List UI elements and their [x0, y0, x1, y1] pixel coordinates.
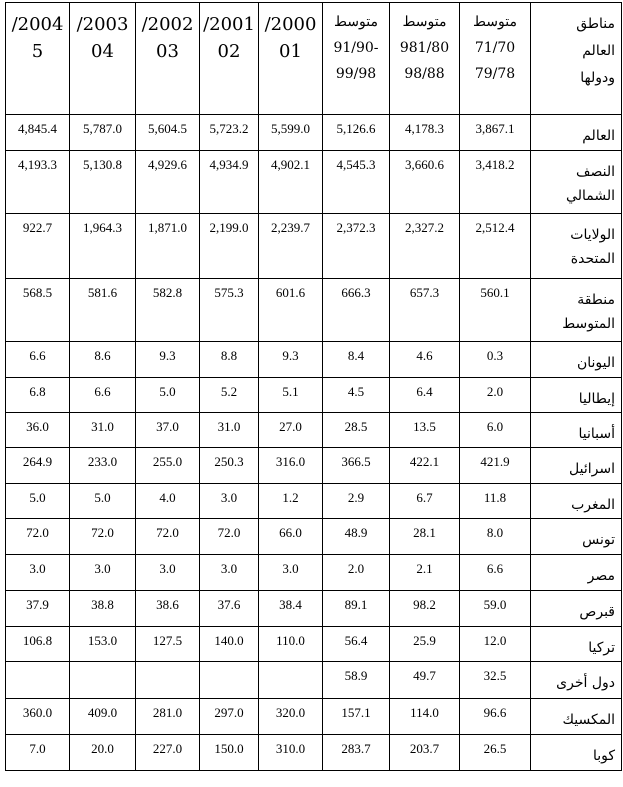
cell-y2003: 233.0	[70, 448, 136, 484]
cell-y2004: 568.5	[6, 279, 70, 342]
cell-avg-81-89: 13.5	[390, 413, 460, 448]
header-line: /2002	[141, 14, 194, 35]
statistics-table	[5, 2, 622, 771]
header-line: /2000	[264, 14, 317, 35]
cell-avg-91-99: 28.5	[323, 413, 390, 448]
header-line: 91/90-	[333, 40, 379, 56]
table-row	[6, 627, 622, 662]
table-row	[6, 519, 622, 555]
cell-avg-91-99: 5,126.6	[323, 115, 390, 151]
row-region-name: أسبانيا	[531, 413, 622, 448]
cell-avg-81-89: 203.7	[390, 735, 460, 771]
header-line: 98/88	[404, 66, 445, 82]
cell-y2000: 110.0	[259, 627, 323, 662]
table-row	[6, 151, 622, 214]
header-line: /2001	[203, 14, 255, 35]
cell-avg-71-79: 6.0	[460, 413, 531, 448]
cell-avg-91-99: 56.4	[323, 627, 390, 662]
row-region-name: النصف الشمالي	[531, 151, 622, 214]
cell-y2004: 4,193.3	[6, 151, 70, 214]
cell-y2004: 7.0	[6, 735, 70, 771]
header-line: 04	[91, 41, 114, 62]
cell-y2000: 3.0	[259, 555, 323, 591]
header-line: متوسط	[334, 14, 378, 30]
row-region-name: إيطاليا	[531, 378, 622, 413]
cell-avg-91-99: 4,545.3	[323, 151, 390, 214]
cell-y2004: 36.0	[6, 413, 70, 448]
table-row	[6, 448, 622, 484]
header-line: 71/70	[474, 40, 516, 56]
cell-y2001: 140.0	[200, 627, 259, 662]
header-2004	[6, 3, 70, 115]
cell-avg-91-99: 89.1	[323, 591, 390, 627]
header-region	[531, 3, 622, 115]
row-region-name: العالم	[531, 115, 622, 151]
header-line: 5	[31, 41, 44, 62]
header-line: 02	[217, 41, 241, 62]
cell-y2002: 4,929.6	[136, 151, 200, 214]
header-avg-91-99	[323, 3, 390, 115]
table-row	[6, 591, 622, 627]
row-region-name: اسرائيل	[531, 448, 622, 484]
cell-y2000: 601.6	[259, 279, 323, 342]
cell-y2004: 6.6	[6, 342, 70, 378]
cell-avg-81-89: 114.0	[390, 699, 460, 735]
cell-avg-81-89: 49.7	[390, 662, 460, 699]
table-row	[6, 115, 622, 151]
cell-y2002: 5.0	[136, 378, 200, 413]
cell-y2000: 4,902.1	[259, 151, 323, 214]
cell-y2000	[259, 662, 323, 699]
cell-avg-81-89: 4.6	[390, 342, 460, 378]
cell-avg-71-79: 8.0	[460, 519, 531, 555]
cell-avg-91-99: 283.7	[323, 735, 390, 771]
header-line: 03	[156, 41, 179, 62]
cell-y2000: 27.0	[259, 413, 323, 448]
cell-avg-71-79: 3,867.1	[460, 115, 531, 151]
cell-y2001: 31.0	[200, 413, 259, 448]
cell-avg-71-79: 3,418.2	[460, 151, 531, 214]
cell-y2000: 5,599.0	[259, 115, 323, 151]
cell-y2002: 582.8	[136, 279, 200, 342]
row-region-name: الولايات المتحدة	[531, 214, 622, 279]
cell-avg-81-89: 6.7	[390, 484, 460, 519]
header-line: 79/78	[474, 66, 516, 82]
cell-y2002: 127.5	[136, 627, 200, 662]
header-2003	[70, 3, 136, 115]
row-region-name: قبرص	[531, 591, 622, 627]
header-line: متوسط	[402, 14, 447, 30]
cell-y2003: 31.0	[70, 413, 136, 448]
cell-y2001: 250.3	[200, 448, 259, 484]
cell-y2004: 264.9	[6, 448, 70, 484]
cell-y2004: 6.8	[6, 378, 70, 413]
row-region-name: منطقة المتوسط	[531, 279, 622, 342]
cell-y2003	[70, 662, 136, 699]
cell-y2004: 360.0	[6, 699, 70, 735]
cell-y2004: 4,845.4	[6, 115, 70, 151]
table-row	[6, 662, 622, 699]
cell-y2003: 72.0	[70, 519, 136, 555]
cell-y2000: 38.4	[259, 591, 323, 627]
row-region-name: كوبا	[531, 735, 622, 771]
cell-avg-81-89: 28.1	[390, 519, 460, 555]
cell-avg-81-89: 3,660.6	[390, 151, 460, 214]
cell-y2002	[136, 662, 200, 699]
cell-avg-71-79: 96.6	[460, 699, 531, 735]
header-avg-81-89	[390, 3, 460, 115]
cell-y2000: 2,239.7	[259, 214, 323, 279]
cell-avg-91-99: 2.9	[323, 484, 390, 519]
cell-avg-91-99: 666.3	[323, 279, 390, 342]
cell-avg-71-79: 560.1	[460, 279, 531, 342]
cell-y2004: 922.7	[6, 214, 70, 279]
header-2002	[136, 3, 200, 115]
row-region-name: تونس	[531, 519, 622, 555]
table-row	[6, 484, 622, 519]
cell-y2002: 255.0	[136, 448, 200, 484]
row-region-name: مصر	[531, 555, 622, 591]
cell-y2002: 72.0	[136, 519, 200, 555]
cell-avg-91-99: 2,372.3	[323, 214, 390, 279]
header-line: /2003	[76, 14, 129, 35]
cell-y2002: 1,871.0	[136, 214, 200, 279]
table-row	[6, 378, 622, 413]
cell-y2003: 38.8	[70, 591, 136, 627]
cell-y2003: 153.0	[70, 627, 136, 662]
cell-y2003: 6.6	[70, 378, 136, 413]
cell-avg-81-89: 657.3	[390, 279, 460, 342]
cell-y2001: 3.0	[200, 484, 259, 519]
cell-y2003: 1,964.3	[70, 214, 136, 279]
cell-avg-81-89: 98.2	[390, 591, 460, 627]
cell-y2003: 5.0	[70, 484, 136, 519]
table-row	[6, 214, 622, 279]
header-line: 01	[279, 41, 302, 62]
header-line: مناطق	[576, 16, 615, 32]
cell-y2001: 5.2	[200, 378, 259, 413]
cell-y2003: 20.0	[70, 735, 136, 771]
cell-avg-71-79: 421.9	[460, 448, 531, 484]
cell-avg-71-79: 32.5	[460, 662, 531, 699]
cell-y2001	[200, 662, 259, 699]
cell-y2002: 9.3	[136, 342, 200, 378]
cell-y2001: 297.0	[200, 699, 259, 735]
table-row	[6, 699, 622, 735]
cell-y2002: 227.0	[136, 735, 200, 771]
cell-avg-71-79: 59.0	[460, 591, 531, 627]
cell-avg-81-89: 4,178.3	[390, 115, 460, 151]
cell-y2001: 37.6	[200, 591, 259, 627]
cell-y2004: 37.9	[6, 591, 70, 627]
header-line: /2004	[11, 14, 64, 35]
header-2001	[200, 3, 259, 115]
header-line: 99/98	[335, 66, 377, 82]
cell-avg-81-89: 422.1	[390, 448, 460, 484]
header-line: متوسط	[473, 14, 517, 30]
cell-y2002: 37.0	[136, 413, 200, 448]
cell-y2002: 281.0	[136, 699, 200, 735]
row-region-name: تركيا	[531, 627, 622, 662]
cell-y2001: 72.0	[200, 519, 259, 555]
row-region-name: دول أخرى	[531, 662, 622, 699]
cell-avg-71-79: 6.6	[460, 555, 531, 591]
cell-y2002: 38.6	[136, 591, 200, 627]
cell-avg-91-99: 8.4	[323, 342, 390, 378]
cell-y2003: 3.0	[70, 555, 136, 591]
cell-avg-71-79: 12.0	[460, 627, 531, 662]
cell-y2000: 5.1	[259, 378, 323, 413]
cell-y2004: 3.0	[6, 555, 70, 591]
cell-y2000: 66.0	[259, 519, 323, 555]
cell-avg-81-89: 25.9	[390, 627, 460, 662]
cell-y2000: 310.0	[259, 735, 323, 771]
cell-y2003: 5,130.8	[70, 151, 136, 214]
cell-y2001: 5,723.2	[200, 115, 259, 151]
cell-y2003: 8.6	[70, 342, 136, 378]
cell-y2001: 575.3	[200, 279, 259, 342]
cell-avg-91-99: 2.0	[323, 555, 390, 591]
cell-avg-91-99: 157.1	[323, 699, 390, 735]
cell-y2003: 409.0	[70, 699, 136, 735]
header-line: ودولها	[580, 70, 615, 86]
cell-avg-91-99: 58.9	[323, 662, 390, 699]
cell-avg-81-89: 6.4	[390, 378, 460, 413]
cell-y2003: 581.6	[70, 279, 136, 342]
cell-avg-71-79: 0.3	[460, 342, 531, 378]
cell-avg-81-89: 2,327.2	[390, 214, 460, 279]
cell-y2004: 72.0	[6, 519, 70, 555]
cell-y2004	[6, 662, 70, 699]
cell-y2000: 1.2	[259, 484, 323, 519]
header-line: العالم	[582, 43, 615, 59]
cell-y2001: 150.0	[200, 735, 259, 771]
cell-y2000: 9.3	[259, 342, 323, 378]
row-region-name: المغرب	[531, 484, 622, 519]
header-row	[6, 3, 622, 115]
cell-y2004: 5.0	[6, 484, 70, 519]
header-line: 981/80	[399, 40, 450, 56]
cell-y2000: 316.0	[259, 448, 323, 484]
cell-avg-91-99: 48.9	[323, 519, 390, 555]
table-row	[6, 279, 622, 342]
cell-avg-81-89: 2.1	[390, 555, 460, 591]
cell-y2002: 5,604.5	[136, 115, 200, 151]
cell-y2002: 3.0	[136, 555, 200, 591]
cell-avg-71-79: 2,512.4	[460, 214, 531, 279]
cell-y2004: 106.8	[6, 627, 70, 662]
table-row	[6, 413, 622, 448]
header-2000	[259, 3, 323, 115]
cell-avg-91-99: 366.5	[323, 448, 390, 484]
cell-avg-71-79: 26.5	[460, 735, 531, 771]
row-region-name: اليونان	[531, 342, 622, 378]
cell-y2002: 4.0	[136, 484, 200, 519]
cell-y2001: 2,199.0	[200, 214, 259, 279]
cell-avg-91-99: 4.5	[323, 378, 390, 413]
cell-y2001: 3.0	[200, 555, 259, 591]
cell-avg-71-79: 11.8	[460, 484, 531, 519]
table-row	[6, 735, 622, 771]
table-body	[6, 3, 622, 771]
table-row	[6, 555, 622, 591]
cell-y2001: 4,934.9	[200, 151, 259, 214]
cell-y2001: 8.8	[200, 342, 259, 378]
table-row	[6, 342, 622, 378]
cell-y2000: 320.0	[259, 699, 323, 735]
cell-avg-71-79: 2.0	[460, 378, 531, 413]
row-region-name: المكسيك	[531, 699, 622, 735]
header-avg-71-79	[460, 3, 531, 115]
cell-y2003: 5,787.0	[70, 115, 136, 151]
